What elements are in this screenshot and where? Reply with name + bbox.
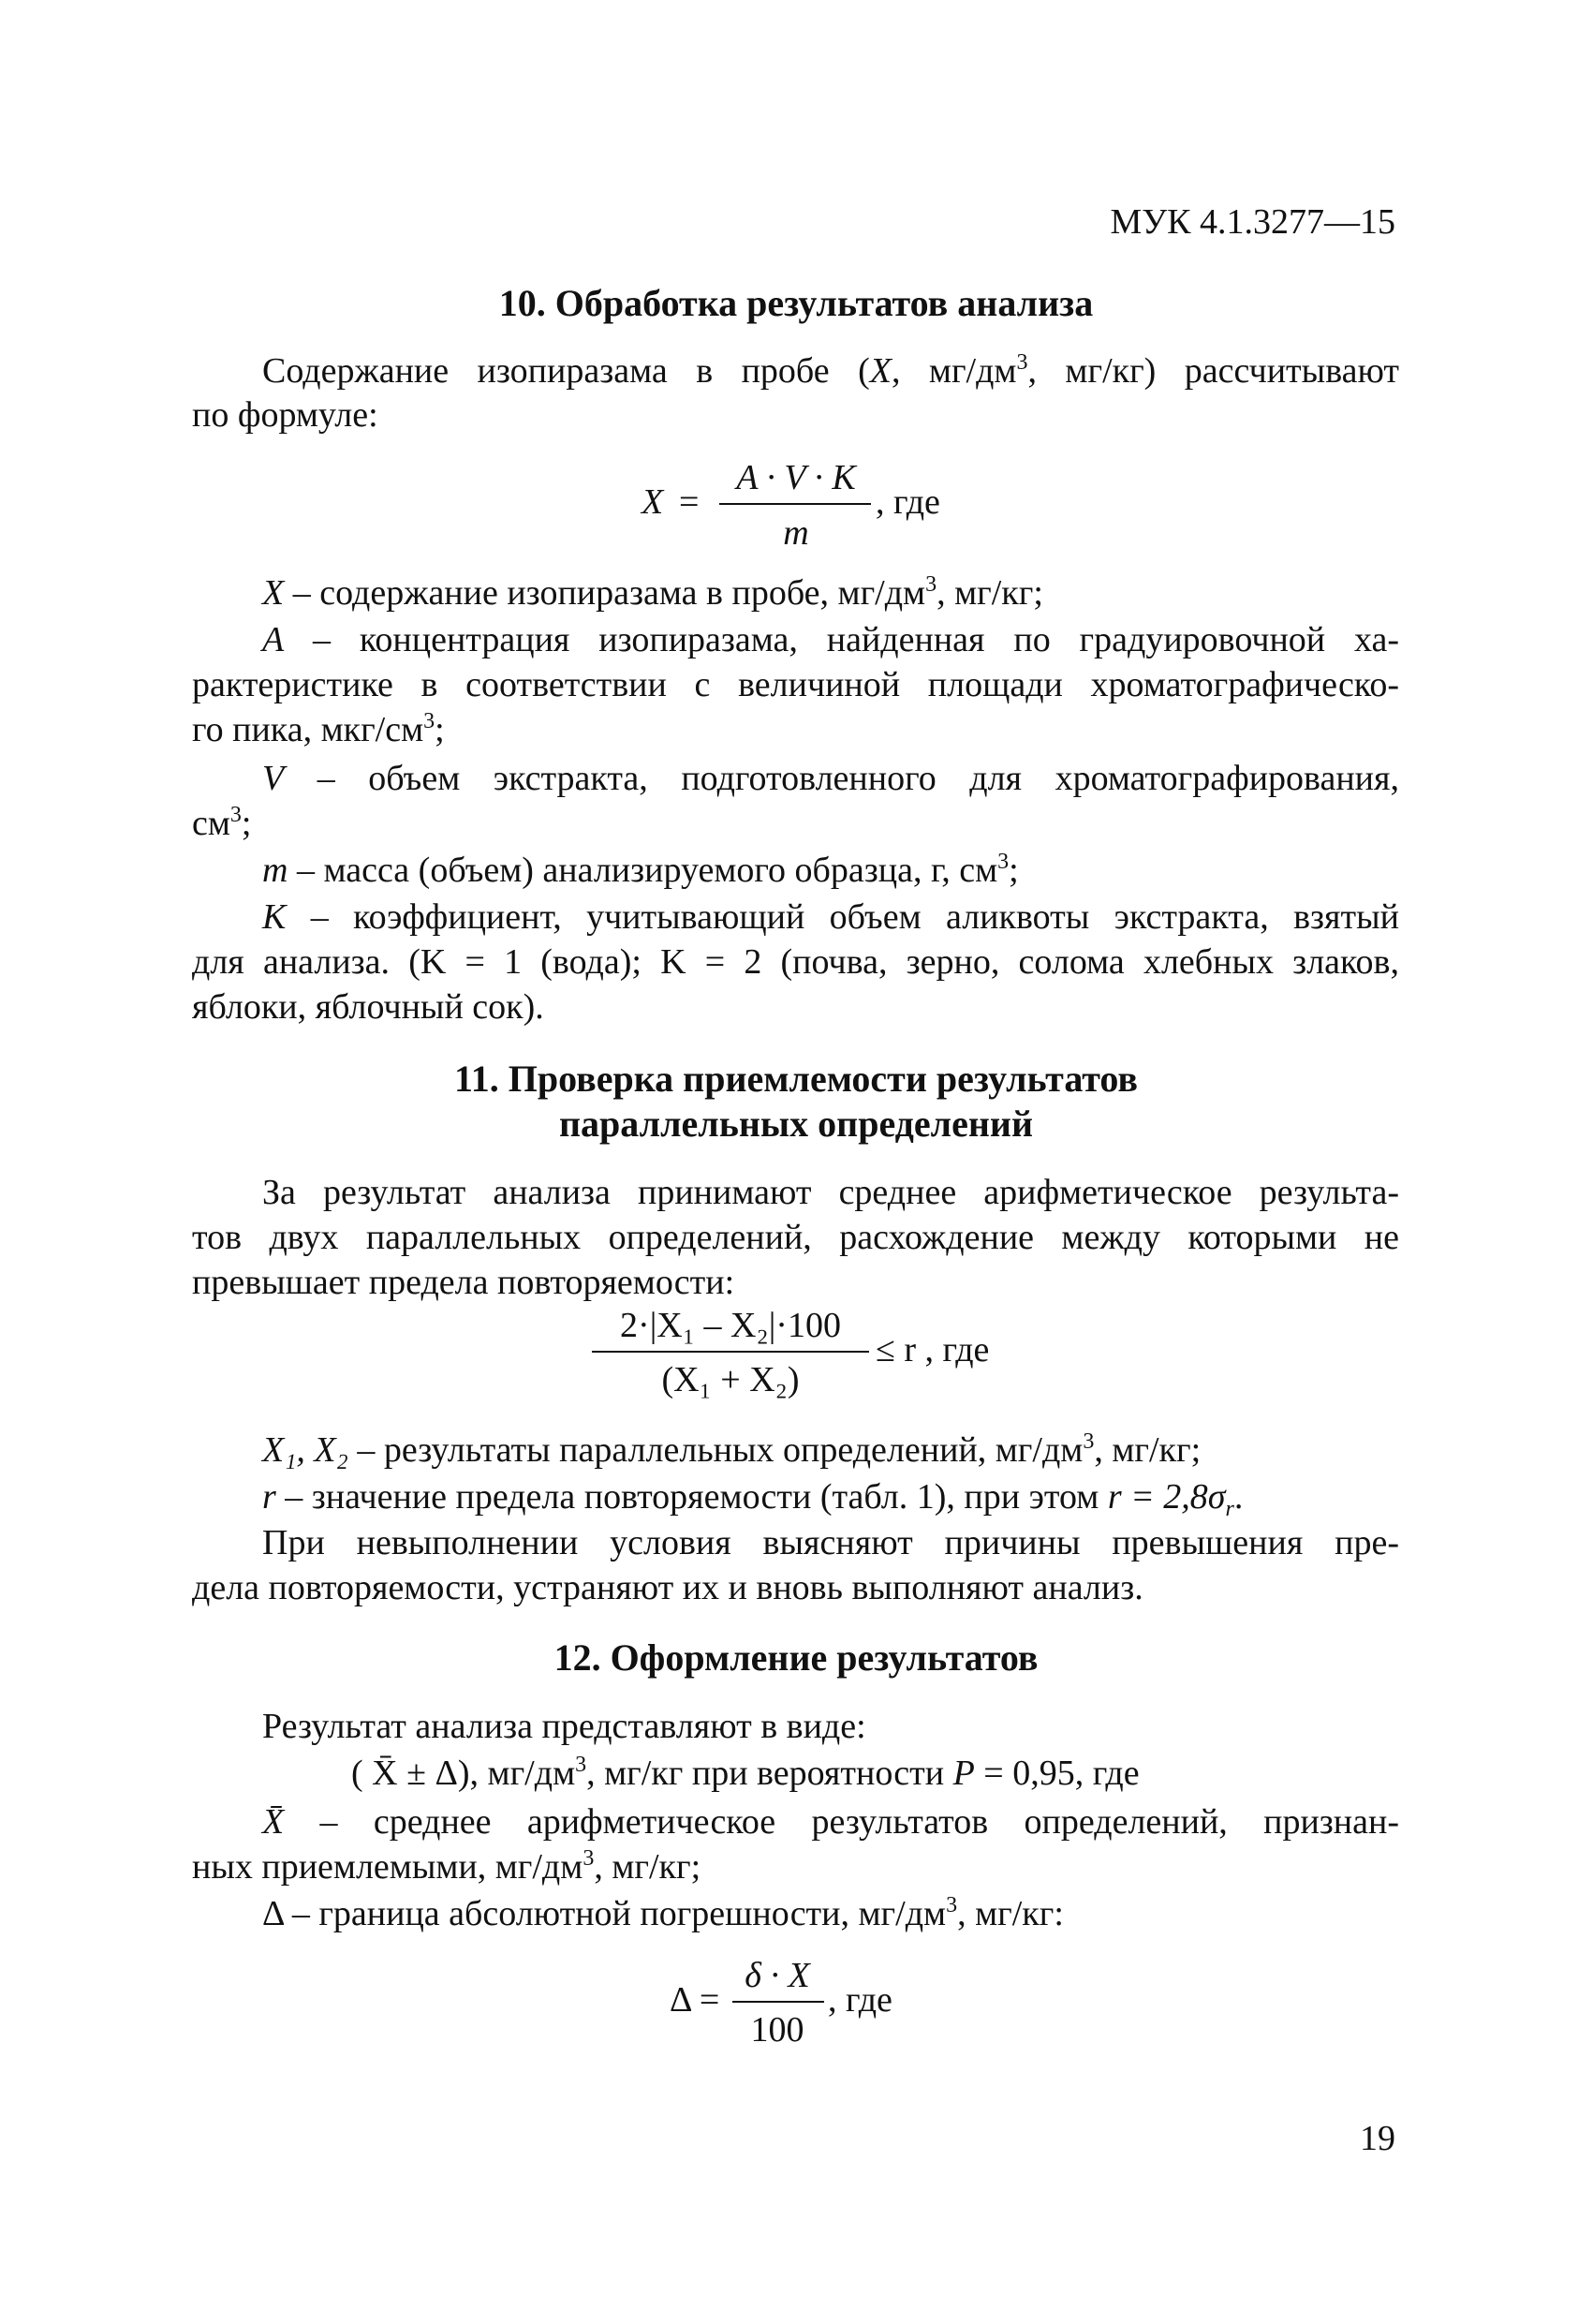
result-expression: ( X̄ ± Δ), $мг/дм^3$, мг/кг при вероятности P = 0,95, где	[351, 1753, 1140, 1793]
section-12-title: 12. Оформление результатов	[553, 1636, 1039, 1679]
formula-delta-lhs: Δ =	[670, 1980, 720, 2020]
section-10-intro-continued: по формуле:	[192, 395, 378, 435]
definition-x1-x2: X₁, X₂ – результаты параллельных определений, $мг/дм^3$, мг/кг;	[262, 1429, 1202, 1470]
document-code: МУК 4.1.3277—15	[1110, 202, 1395, 242]
formula-x-denominator: m	[783, 513, 809, 553]
formula-delta-numerator: δ · X	[745, 1956, 810, 1995]
formula-x-eq: =	[679, 482, 700, 522]
definition-a: A – концентрация изопиразама, найденная по градуировочной ха-	[262, 620, 1399, 659]
definition-a-line3: го пика, мкг/$см^3$;	[192, 709, 445, 749]
definition-v: V – объем экстракта, подготовленного для хроматографирования,	[262, 759, 1399, 798]
definition-k: K – коэффициент, учитывающий объем аликвоты экстракта, взятый	[262, 897, 1399, 937]
section-12-intro: Результат анализа представляют в виде:	[262, 1707, 866, 1746]
definition-delta: Δ – граница абсолютной погрешности, $мг/дм^3$, мг/кг:	[262, 1893, 1064, 1933]
section-11-paragraph: За результат анализа принимают среднее арифметическое результа-	[262, 1173, 1399, 1212]
definition-x: X – содержание изопиразама в пробе, $мг/дм^3$, мг/кг;	[262, 572, 1043, 613]
formula-x-numerator: A · V · K	[736, 458, 856, 497]
page-number: 19	[1360, 2119, 1395, 2158]
section-11-note-line2: дела повторяемости, устраняют их и вновь выполняют анализ.	[192, 1568, 1143, 1607]
definition-m: m – масса (объем) анализируемого образца, г, $см^3$;	[262, 850, 1019, 890]
formula-x-fraction-bar	[719, 503, 871, 505]
section-11-paragraph-line2: тов двух параллельных определений, расхождение между которыми не	[192, 1218, 1399, 1257]
section-11-paragraph-line3: превышает предела повторяемости:	[192, 1263, 735, 1302]
definition-a-line2: рактеристике в соответствии с величиной площади хроматографическо-	[192, 665, 1399, 704]
formula-delta-fraction-bar	[732, 2001, 824, 2003]
definition-xbar-line2: ных приемлемыми, $мг/дм^3$, мг/кг;	[192, 1846, 701, 1887]
definition-v-line2: $см^3$;	[192, 803, 252, 843]
formula-x-suffix: , где	[876, 482, 940, 522]
section-10-intro: Содержание изопиразама в пробе (X, $мг/дм^3$, мг/кг) рассчитывают	[262, 350, 1399, 391]
section-11-note: При невыполнении условия выясняют причины превышения пре-	[262, 1523, 1399, 1562]
formula-repeatability-fraction-bar	[592, 1351, 869, 1353]
formula-delta-denominator: 100	[750, 2010, 804, 2050]
definition-xbar: X̄ – среднее арифметическое результатов определений, признан-	[262, 1802, 1399, 1842]
formula-repeatability-suffix: ≤ r , где	[876, 1330, 990, 1369]
formula-repeatability-denominator: (X₁ + X₂)	[661, 1360, 800, 1399]
definition-k-line3: яблоки, яблочный сок).	[192, 987, 544, 1027]
formula-repeatability-numerator: 2·|X₁ – X₂|·100	[620, 1306, 841, 1345]
section-11-title-line2: параллельных определений	[559, 1103, 1033, 1145]
definition-k-line2: для анализа. (K = 1 (вода); K = 2 (почва, зерно, солома хлебных злаков,	[192, 942, 1399, 982]
formula-delta-suffix: , где	[828, 1980, 892, 2020]
section-10-title: 10. Обработка результатов анализа	[498, 282, 1094, 324]
definition-r: r – значение предела повторяемости (табл. 1), при этом $r = 2,8\sigma_r$.	[262, 1477, 1244, 1521]
section-11-title: 11. Проверка приемлемости результатов	[453, 1058, 1139, 1100]
formula-x-lhs: X	[642, 482, 664, 522]
